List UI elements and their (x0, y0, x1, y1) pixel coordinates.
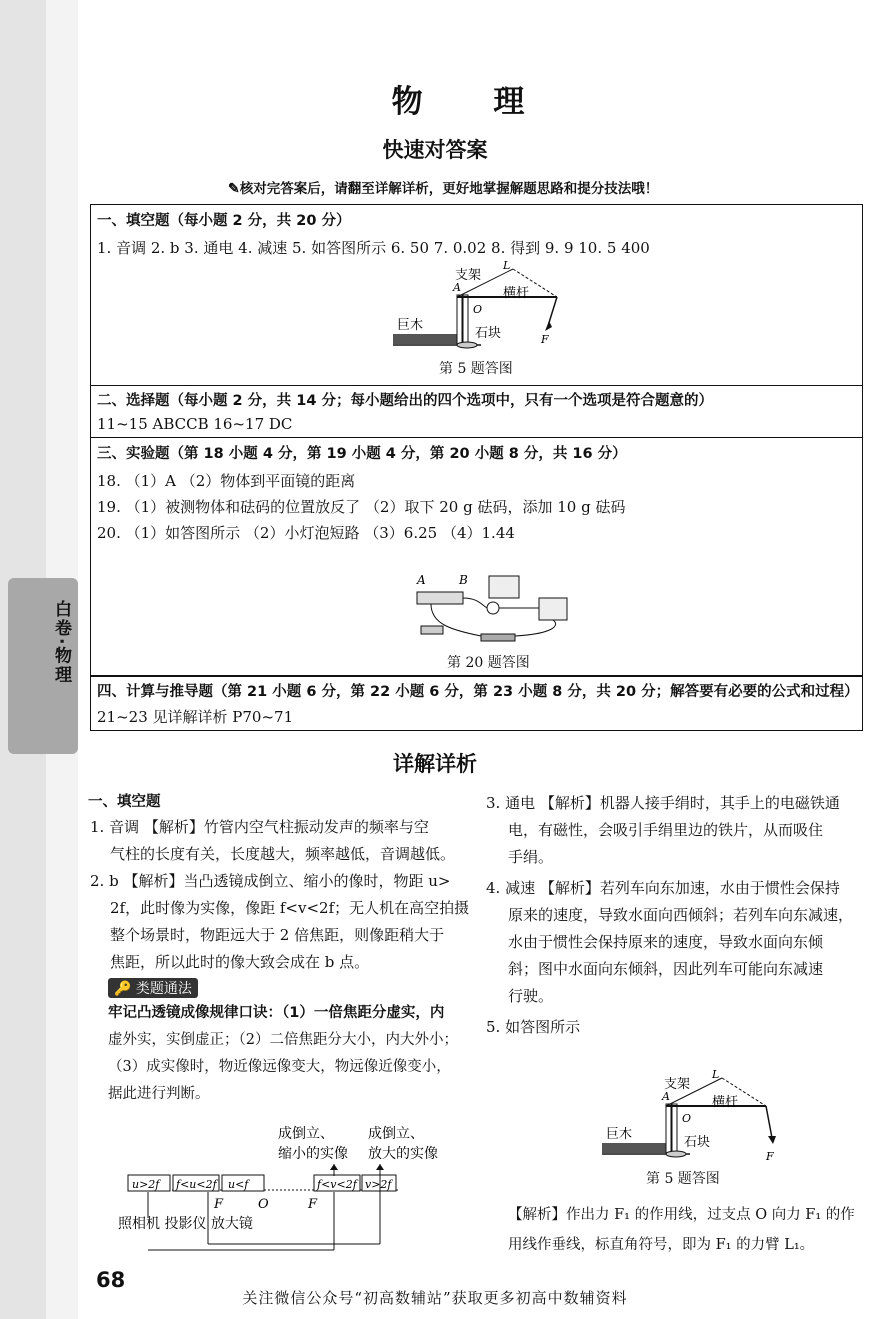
svg-text:照相机 投影仪 放大镜: 照相机 投影仪 放大镜 (118, 1216, 253, 1232)
svg-text:A: A (662, 1090, 670, 1103)
q1-line: 气柱的长度有关，长度越大，频率越低，音调越低。 (110, 845, 456, 863)
q1-line: 1. 音调 【解析】竹管内空气柱振动发声的频率与空 (90, 818, 429, 836)
svg-text:石块: 石块 (475, 326, 502, 341)
stone-shape (457, 342, 477, 348)
answers-line: 1. 音调 2. b 3. 通电 4. 减速 5. 如答图所示 6. 50 7. 0.02 8. 得到 9. 9 10. 5 400 (97, 239, 650, 257)
q4-line: 行驶。 (508, 987, 554, 1005)
svg-text:A: A (453, 281, 461, 294)
detail-right-column (486, 790, 862, 1041)
log-shape (393, 334, 457, 344)
method-line: （3）成实像时，物近像远像变大，物远像近像变小， (108, 1059, 451, 1075)
svg-text:B: B (459, 573, 468, 587)
voltmeter (489, 576, 519, 598)
battery (481, 634, 515, 641)
section-fill-blank (90, 204, 863, 386)
method-line: 虚外实，实倒虚正；（2）二倍焦距分大小，内大外小； (108, 1032, 458, 1048)
svg-text:A: A (417, 573, 426, 587)
section-head: 四、计算与推导题（第 21 小题 6 分，第 22 小题 6 分，第 23 小题 8 分，共 20 分；解答要有必要的公式和过程） (97, 684, 859, 700)
q3-line: 3. 通电 【解析】机器人接手绢时，其手上的电磁铁通 (486, 794, 840, 812)
svg-text:巨木: 巨木 (397, 318, 424, 333)
svg-text:成倒立、: 成倒立、 (368, 1126, 424, 1142)
svg-text:u>2f: u>2f (132, 1178, 160, 1191)
q4-line: 原来的速度，导致水面向西倾斜；若列车向东减速， (508, 906, 854, 924)
section-calculation (90, 675, 863, 731)
svg-text:v>2f: v>2f (365, 1178, 392, 1191)
svg-text:u<f: u<f (228, 1178, 249, 1191)
section-head: 三、实验题（第 18 小题 4 分，第 19 小题 4 分，第 20 小题 8 分，共 16 分） (97, 446, 627, 462)
svg-text:F: F (541, 333, 549, 346)
svg-text:横杆: 横杆 (712, 1095, 739, 1110)
lever-diagram (391, 261, 591, 361)
page-title: 物 理 (391, 84, 555, 120)
key-icon: 🔑 (114, 981, 132, 997)
ammeter (539, 598, 567, 620)
fig5-caption: 第 5 题答图 (439, 361, 513, 377)
circuit-diagram (411, 568, 591, 646)
footer-text: 关注微信公众号“初高数辅站”获取更多初高中数辅资料 (242, 1289, 628, 1307)
bulb (487, 602, 499, 614)
q3-line: 手绢。 (508, 848, 554, 866)
svg-text:O: O (258, 1197, 269, 1212)
detail-title: 详解详析 (393, 752, 477, 776)
svg-text:巨木: 巨木 (606, 1127, 633, 1142)
svg-text:f<v<2f: f<v<2f (317, 1178, 357, 1191)
svg-text:f<u<2f: f<u<2f (176, 1178, 217, 1191)
tip-text: ✎核对完答案后，请翻至详解详析，更好地掌握解题思路和提分技法哦！ (228, 181, 659, 197)
section-choice (90, 385, 863, 438)
bracket-post (457, 295, 462, 345)
svg-text:F: F (214, 1197, 224, 1212)
svg-text:缩小的实像: 缩小的实像 (278, 1146, 348, 1162)
svg-text:L: L (503, 261, 511, 272)
section-head: 一、填空题（每小题 2 分，共 20 分） (97, 213, 351, 229)
q5-explanation: 【解析】作出力 F₁ 的作用线，过支点 O 向力 F₁ 的作 用线作垂线，标直角符号，即为 F₁ 的力臂 L₁。 (508, 1207, 855, 1253)
detail-left-column (88, 790, 474, 1108)
method-line: 牢记凸透镜成像规律口诀：（1）一倍焦距分虚实，内 (108, 1005, 445, 1021)
lens-rule-diagram (118, 1120, 468, 1260)
svg-text:支架: 支架 (455, 268, 482, 283)
switch (421, 626, 443, 634)
method-tag: 🔑 类题通法 (108, 978, 474, 998)
svg-text:F: F (308, 1197, 318, 1212)
side-tab-label: 白卷·物理 (51, 600, 71, 685)
section-experiment (90, 437, 863, 677)
answers-line: 11~15 ABCCB 16~17 DC (97, 415, 293, 433)
method-line: 据此进行判断。 (108, 1086, 210, 1102)
answers-line: 21~23 见详解详析 P70~71 (97, 708, 294, 726)
lever-diagram-2 (600, 1070, 800, 1170)
q20-line: 20. （1）如答图所示 （2）小灯泡短路 （3）6.25 （4）1.44 (97, 524, 515, 542)
q2-line: 整个场景时，物距远大于 2 倍焦距，则像距稍大于 (110, 926, 445, 944)
svg-text:O: O (682, 1112, 692, 1125)
q5-line: 5. 如答图所示 (486, 1018, 581, 1036)
q19-line: 19. （1）被测物体和砝码的位置放反了 （2）取下 20 g 砝码，添加 10 g 砝码 (97, 498, 626, 516)
svg-text:支架: 支架 (664, 1077, 691, 1092)
q2-line: 2. b 【解析】当凸透镜成倒立、缩小的像时，物距 u> (90, 872, 451, 890)
svg-text:石块: 石块 (684, 1135, 711, 1150)
q4-line: 4. 减速 【解析】若列车向东加速，水由于惯性会保持 (486, 879, 840, 897)
q3-line: 电，有磁性，会吸引手绢里边的铁片，从而吸住 (508, 821, 824, 839)
fig5-caption-2: 第 5 题答图 (646, 1171, 720, 1187)
svg-text:成倒立、: 成倒立、 (278, 1126, 334, 1142)
page-number: 68 (96, 1268, 126, 1292)
svg-text:L: L (712, 1070, 720, 1081)
q4-line: 水由于惯性会保持原来的速度，导致水面向东倾 (508, 933, 824, 951)
section-head: 二、选择题（每小题 2 分，共 14 分；每小题给出的四个选项中，只有一个选项是符合题意的） (97, 393, 713, 409)
rheostat (417, 592, 463, 604)
svg-text:放大的实像: 放大的实像 (368, 1146, 438, 1162)
pen-icon: ✎ (228, 181, 240, 197)
q4-line: 斜；图中水面向东倾斜，因此列车可能向东减速 (508, 960, 824, 978)
left-head: 一、填空题 (88, 794, 161, 810)
fig20-caption: 第 20 题答图 (447, 655, 530, 671)
q2-line: 焦距，所以此时的像大致会成在 b 点。 (110, 953, 370, 971)
page-subtitle: 快速对答案 (382, 138, 488, 162)
q2-line: 2f，此时像为实像，像距 f<v<2f；无人机在高空拍摄 (110, 899, 470, 917)
svg-text:F: F (766, 1150, 774, 1163)
svg-text:O: O (473, 303, 483, 316)
svg-text:横杆: 横杆 (503, 286, 530, 301)
q18-line: 18. （1）A （2）物体到平面镜的距离 (97, 472, 356, 490)
